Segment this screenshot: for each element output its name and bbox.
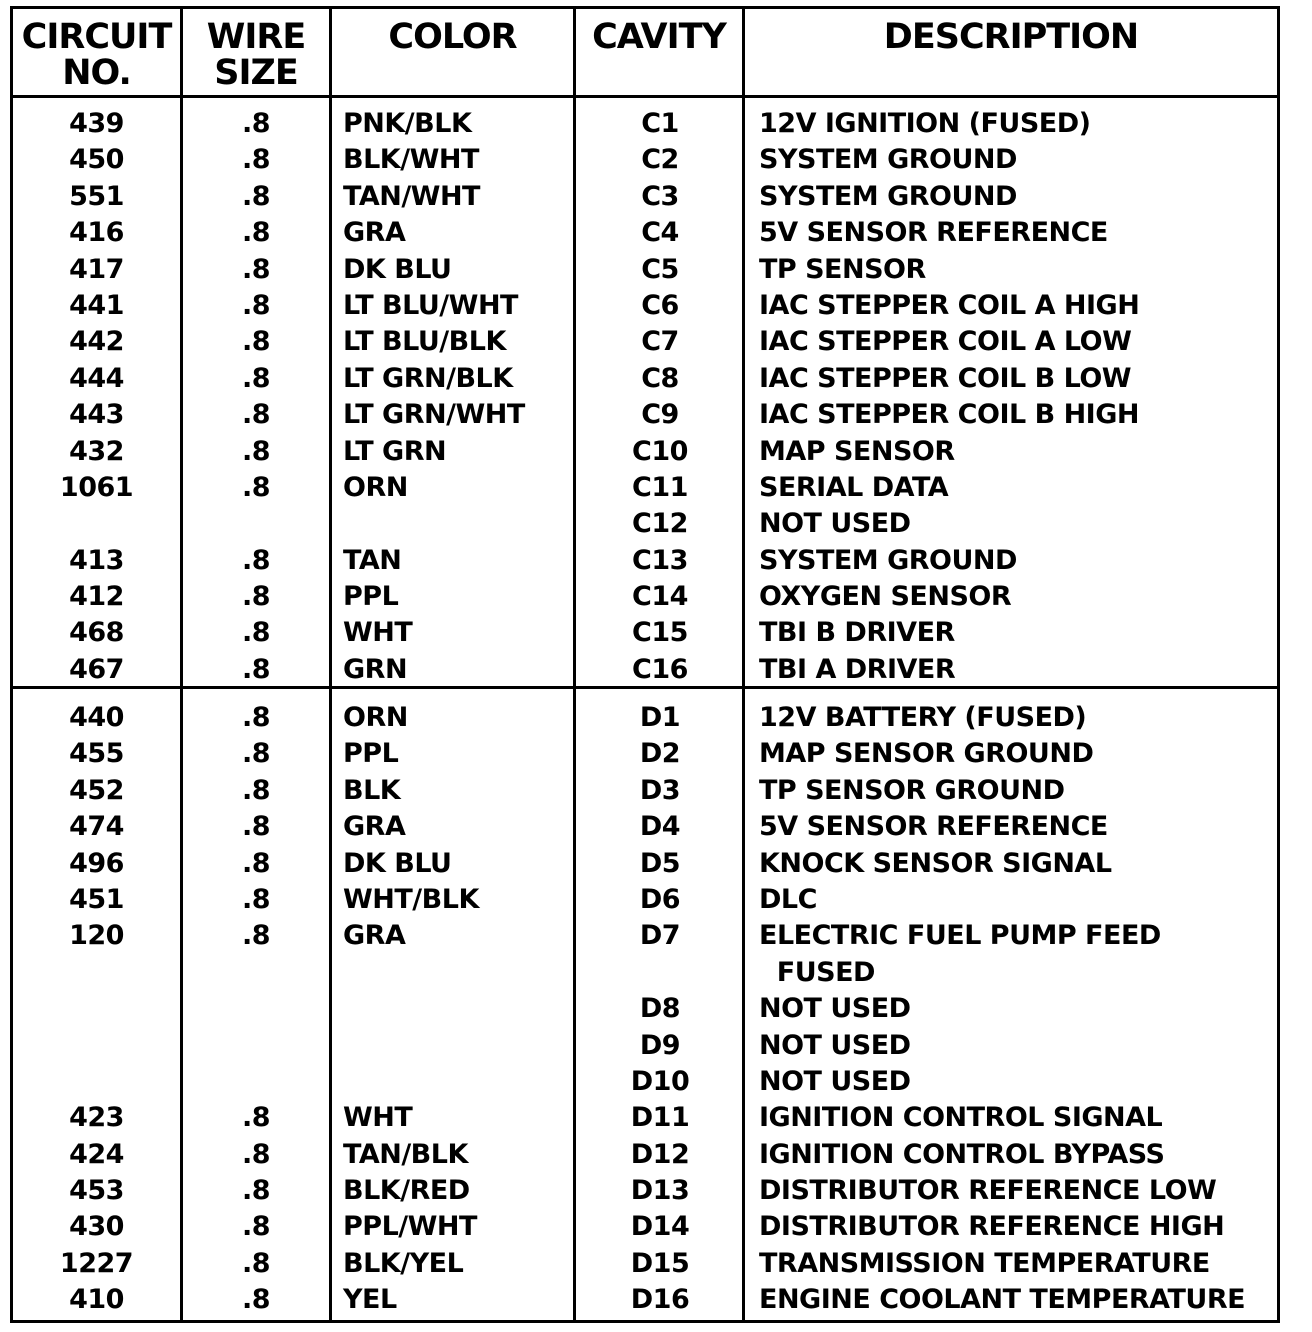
wire-size-cell: .8 — [241, 811, 271, 843]
circuit-no-cell: 413 — [69, 544, 124, 576]
cavity-cell: C1 — [641, 108, 679, 139]
table-row — [13, 652, 1277, 688]
wire-color-cell — [343, 955, 573, 991]
circuit-no-cell: 432 — [69, 435, 124, 467]
wire-color-cell: BLK/WHT — [343, 144, 479, 176]
cavity-cell: C13 — [632, 544, 688, 576]
wire-color-cell: LT GRN/WHT — [343, 399, 525, 431]
wire-size-cell — [183, 955, 329, 991]
cavity-cell: C10 — [632, 435, 688, 467]
header-description-label: DESCRIPTION — [883, 17, 1139, 57]
circuit-no-cell: 452 — [69, 774, 124, 806]
cavity-cell: C4 — [641, 217, 679, 249]
table-row — [13, 773, 1277, 809]
wire-color-cell — [343, 506, 573, 542]
wire-size-cell: .8 — [241, 1284, 271, 1316]
wire-size-cell: .8 — [241, 399, 271, 431]
circuit-no-cell — [13, 991, 180, 1027]
wire-color-cell: WHT — [343, 1102, 413, 1134]
description-cell: TP SENSOR — [759, 253, 926, 285]
cavity-cell: D3 — [639, 774, 681, 806]
description-cell: MAP SENSOR — [759, 435, 955, 467]
section-c-rows — [13, 106, 1277, 688]
cavity-cell: D16 — [630, 1284, 690, 1316]
wire-size-cell: .8 — [241, 617, 271, 649]
header-circuit-label: CIRCUIT NO. — [21, 17, 172, 93]
wire-color-cell: PPL — [343, 738, 399, 770]
wire-color-cell: ORN — [343, 471, 408, 503]
cavity-cell: C16 — [632, 653, 688, 685]
circuit-no-cell: 410 — [69, 1284, 124, 1316]
cavity-cell: D1 — [639, 702, 681, 733]
table-row — [13, 1137, 1277, 1173]
description-cell: IAC STEPPER COIL A HIGH — [759, 289, 1140, 321]
description-cell: 5V SENSOR REFERENCE — [759, 217, 1108, 249]
wire-size-cell: .8 — [241, 738, 271, 770]
table-row — [13, 846, 1277, 882]
wire-color-cell: TAN/WHT — [343, 180, 480, 212]
header-wire-size — [183, 9, 329, 97]
table-row — [13, 955, 1277, 991]
description-cell: DLC — [759, 883, 817, 915]
wire-size-cell: .8 — [241, 544, 271, 576]
circuit-no-cell: 441 — [69, 289, 124, 321]
wire-color-cell: BLK/YEL — [343, 1247, 464, 1279]
description-cell: SYSTEM GROUND — [759, 180, 1017, 212]
circuit-no-cell: 455 — [69, 738, 124, 770]
cavity-cell — [576, 955, 744, 991]
description-cell: NOT USED — [759, 993, 911, 1025]
wire-size-cell: .8 — [241, 435, 271, 467]
header-cavity — [576, 9, 742, 97]
circuit-no-cell: 416 — [69, 217, 124, 249]
wire-size-cell: .8 — [241, 847, 271, 879]
circuit-no-cell: 442 — [69, 326, 124, 358]
cavity-cell: C8 — [641, 362, 679, 394]
wire-color-cell: TAN/BLK — [343, 1138, 468, 1170]
description-cell: DISTRIBUTOR REFERENCE LOW — [759, 1175, 1217, 1207]
header-color-label: COLOR — [388, 17, 517, 57]
circuit-no-cell: 430 — [69, 1211, 124, 1243]
wire-color-cell: YEL — [343, 1284, 397, 1316]
wire-size-cell: .8 — [241, 362, 271, 394]
description-cell: NOT USED — [759, 1029, 911, 1061]
table-row — [13, 106, 1277, 142]
wire-size-cell: .8 — [241, 653, 271, 685]
circuit-no-cell: 468 — [69, 617, 124, 649]
circuit-no-cell: 440 — [69, 702, 124, 733]
table-row — [13, 991, 1277, 1027]
table-row — [13, 215, 1277, 251]
wire-size-cell: .8 — [241, 1211, 271, 1243]
cavity-cell: D14 — [630, 1211, 690, 1243]
wire-color-cell: GRA — [343, 811, 406, 843]
wire-color-cell: GRN — [343, 653, 408, 685]
table-row — [13, 543, 1277, 579]
wire-size-cell — [183, 506, 329, 542]
description-cell: 12V IGNITION (FUSED) — [759, 108, 1091, 139]
description-cell: KNOCK SENSOR SIGNAL — [759, 847, 1112, 879]
wire-color-cell — [343, 991, 573, 1027]
wire-size-cell: .8 — [241, 920, 271, 952]
circuit-no-cell: 120 — [69, 920, 124, 952]
cavity-cell: D6 — [639, 883, 681, 915]
table-row — [13, 324, 1277, 360]
cavity-cell: C9 — [641, 399, 679, 431]
header-cavity-label: CAVITY — [592, 17, 726, 57]
wire-color-cell: BLK — [343, 774, 401, 806]
wire-size-cell: .8 — [241, 289, 271, 321]
description-cell: IAC STEPPER COIL B LOW — [759, 362, 1132, 394]
description-cell: FUSED — [759, 956, 875, 988]
description-cell: 12V BATTERY (FUSED) — [759, 702, 1087, 733]
table-row — [13, 506, 1277, 542]
description-cell: OXYGEN SENSOR — [759, 581, 1012, 613]
cavity-cell: D5 — [639, 847, 681, 879]
table-row — [13, 736, 1277, 772]
cavity-cell: D9 — [639, 1029, 681, 1061]
description-cell: MAP SENSOR GROUND — [759, 738, 1094, 770]
header-description — [745, 9, 1277, 97]
description-cell: IAC STEPPER COIL A LOW — [759, 326, 1132, 358]
wire-color-cell: GRA — [343, 920, 406, 952]
description-cell: ENGINE COOLANT TEMPERATURE — [759, 1284, 1246, 1316]
description-cell: IAC STEPPER COIL B HIGH — [759, 399, 1139, 431]
wire-size-cell: .8 — [241, 253, 271, 285]
circuit-no-cell: 453 — [69, 1175, 124, 1207]
wiring-table — [10, 6, 1280, 1323]
header-color — [332, 9, 573, 97]
circuit-no-cell — [13, 1064, 180, 1100]
wire-color-cell: LT BLU/BLK — [343, 326, 506, 358]
cavity-cell: D15 — [630, 1247, 690, 1279]
cavity-cell: D11 — [630, 1102, 690, 1134]
circuit-no-cell: 474 — [69, 811, 124, 843]
wire-color-cell: TAN — [343, 544, 402, 576]
wire-color-cell: DK BLU — [343, 253, 452, 285]
description-cell: IGNITION CONTROL SIGNAL — [759, 1102, 1163, 1134]
description-cell: TP SENSOR GROUND — [759, 774, 1065, 806]
wire-color-cell — [343, 1028, 573, 1064]
wire-color-cell: PNK/BLK — [343, 108, 472, 139]
cavity-cell: C3 — [641, 180, 679, 212]
wire-size-cell: .8 — [241, 1102, 271, 1134]
circuit-no-cell: 417 — [69, 253, 124, 285]
circuit-no-cell: 444 — [69, 362, 124, 394]
table-row — [13, 1282, 1277, 1318]
wire-size-cell: .8 — [241, 1138, 271, 1170]
cavity-cell: D2 — [639, 738, 681, 770]
table-row — [13, 882, 1277, 918]
wire-color-cell: PPL/WHT — [343, 1211, 477, 1243]
cavity-cell: D13 — [630, 1175, 690, 1207]
description-cell: NOT USED — [759, 508, 911, 540]
cavity-cell: D4 — [639, 811, 681, 843]
table-row — [13, 809, 1277, 845]
table-row — [13, 700, 1277, 736]
wire-size-cell: .8 — [241, 180, 271, 212]
cavity-cell: D8 — [639, 993, 681, 1025]
table-row — [13, 1064, 1277, 1100]
header-wire-label: WIRE SIZE — [206, 17, 306, 93]
wire-color-cell — [343, 1064, 573, 1100]
table-row — [13, 434, 1277, 470]
table-row — [13, 615, 1277, 651]
cavity-cell: C7 — [641, 326, 679, 358]
description-cell: TRANSMISSION TEMPERATURE — [759, 1247, 1210, 1279]
cavity-cell: D10 — [630, 1065, 690, 1097]
wire-color-cell: BLK/RED — [343, 1175, 470, 1207]
cavity-cell: C6 — [641, 289, 679, 321]
wire-color-cell: WHT/BLK — [343, 883, 479, 915]
cavity-cell: C14 — [632, 581, 688, 613]
description-cell: 5V SENSOR REFERENCE — [759, 811, 1108, 843]
table-row — [13, 361, 1277, 397]
circuit-no-cell: 1061 — [59, 471, 134, 503]
description-cell: TBI A DRIVER — [759, 653, 956, 685]
table-row — [13, 288, 1277, 324]
circuit-no-cell — [13, 955, 180, 991]
header-circuit-no — [13, 9, 180, 97]
circuit-no-cell: 551 — [69, 180, 124, 212]
cavity-cell: C15 — [632, 617, 688, 649]
wire-size-cell: .8 — [241, 471, 271, 503]
circuit-no-cell — [13, 1028, 180, 1064]
description-cell: TBI B DRIVER — [759, 617, 955, 649]
wire-size-cell: .8 — [241, 217, 271, 249]
wire-size-cell — [183, 1028, 329, 1064]
wire-color-cell: PPL — [343, 581, 399, 613]
cavity-cell: C12 — [632, 508, 688, 540]
wire-color-cell: DK BLU — [343, 847, 452, 879]
wire-size-cell: .8 — [241, 326, 271, 358]
circuit-no-cell: 451 — [69, 883, 124, 915]
circuit-no-cell: 412 — [69, 581, 124, 613]
wire-size-cell: .8 — [241, 1175, 271, 1207]
circuit-no-cell: 1227 — [59, 1247, 134, 1279]
description-cell: ELECTRIC FUEL PUMP FEED — [759, 920, 1161, 952]
circuit-no-cell: 450 — [69, 144, 124, 176]
cavity-cell: D7 — [639, 920, 681, 952]
wire-color-cell: WHT — [343, 617, 413, 649]
description-cell: SYSTEM GROUND — [759, 144, 1017, 176]
table-row — [13, 179, 1277, 215]
wire-size-cell: .8 — [241, 702, 271, 733]
wire-size-cell: .8 — [241, 144, 271, 176]
wire-size-cell: .8 — [241, 581, 271, 613]
circuit-no-cell — [13, 506, 180, 542]
table-row — [13, 252, 1277, 288]
circuit-no-cell: 467 — [69, 653, 124, 685]
table-row — [13, 397, 1277, 433]
wire-size-cell: .8 — [241, 108, 271, 139]
circuit-no-cell: 496 — [69, 847, 124, 879]
description-cell: IGNITION CONTROL BYPASS — [759, 1138, 1165, 1170]
cavity-cell: D12 — [630, 1138, 690, 1170]
wire-size-cell — [183, 1064, 329, 1100]
description-cell: SERIAL DATA — [759, 471, 949, 503]
table-row — [13, 142, 1277, 178]
wire-size-cell: .8 — [241, 774, 271, 806]
table-row — [13, 579, 1277, 615]
table-row — [13, 1100, 1277, 1136]
circuit-no-cell: 443 — [69, 399, 124, 431]
wire-color-cell: LT BLU/WHT — [343, 289, 518, 321]
wire-color-cell: LT GRN/BLK — [343, 362, 513, 394]
wire-color-cell: GRA — [343, 217, 406, 249]
section-d-rows — [13, 700, 1277, 1319]
circuit-no-cell: 424 — [69, 1138, 124, 1170]
cavity-cell: C11 — [632, 471, 688, 503]
wire-color-cell: LT GRN — [343, 435, 447, 467]
cavity-cell: C5 — [641, 253, 679, 285]
wire-size-cell — [183, 991, 329, 1027]
description-cell: NOT USED — [759, 1065, 911, 1097]
wire-size-cell: .8 — [241, 883, 271, 915]
circuit-no-cell: 439 — [69, 108, 124, 139]
wire-size-cell: .8 — [241, 1247, 271, 1279]
table-row — [13, 1209, 1277, 1245]
cavity-cell: C2 — [641, 144, 679, 176]
table-row — [13, 1028, 1277, 1064]
description-cell: DISTRIBUTOR REFERENCE HIGH — [759, 1211, 1225, 1243]
description-cell: SYSTEM GROUND — [759, 544, 1017, 576]
wire-color-cell: ORN — [343, 702, 408, 733]
circuit-no-cell: 423 — [69, 1102, 124, 1134]
table-row — [13, 1173, 1277, 1209]
table-row — [13, 470, 1277, 506]
table-row — [13, 1246, 1277, 1282]
table-row — [13, 918, 1277, 954]
